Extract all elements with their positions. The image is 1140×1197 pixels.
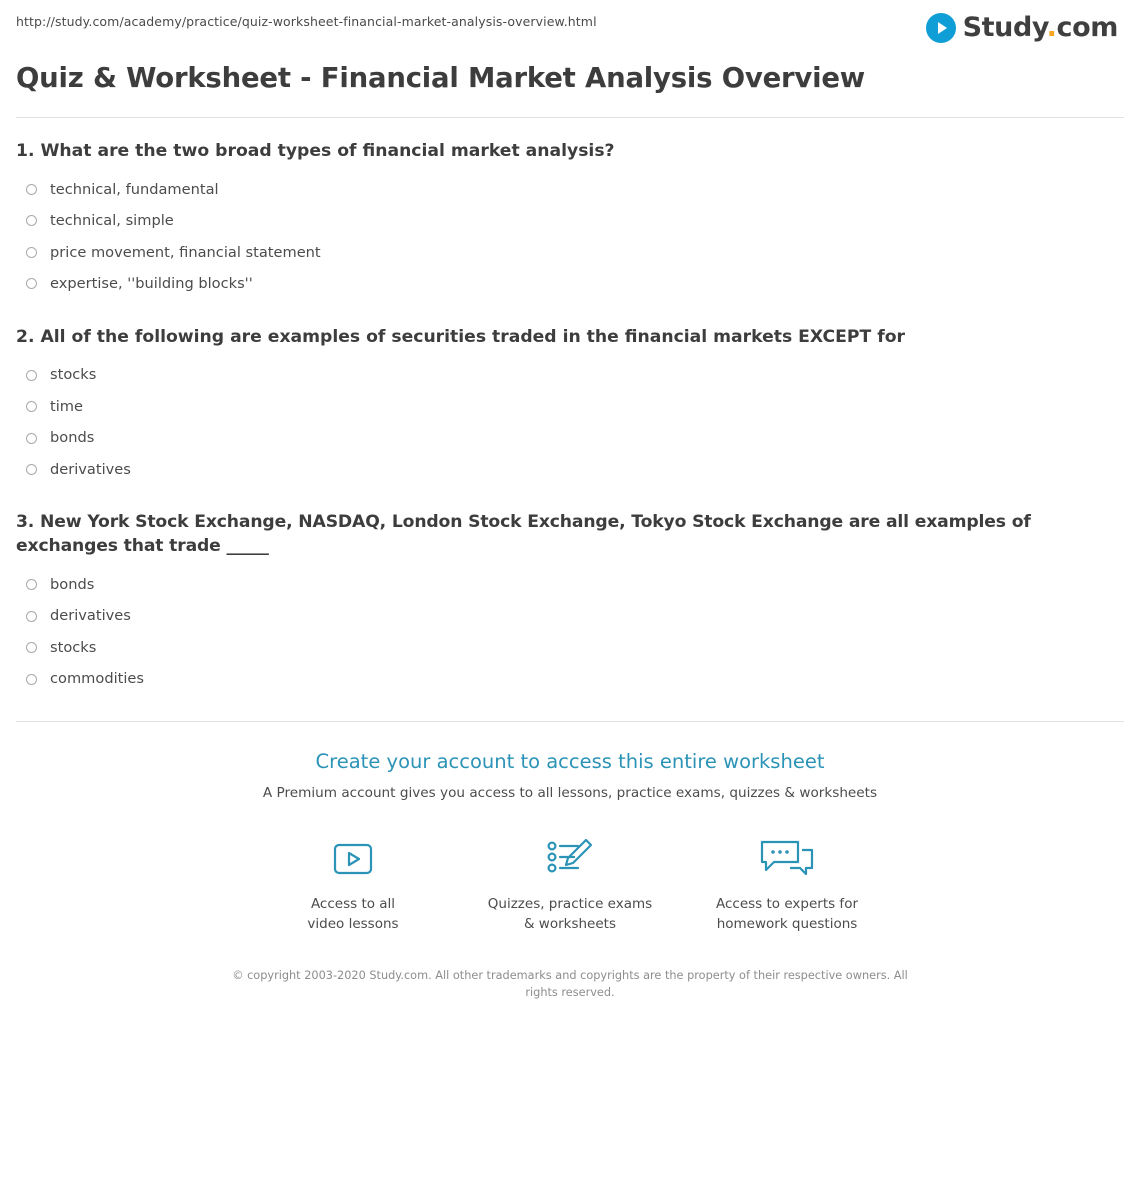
- quiz-list-pencil-icon: [462, 831, 679, 887]
- logo-dot: .: [1046, 12, 1057, 43]
- choice-option[interactable]: [14, 237, 1126, 269]
- promo-features: [14, 831, 1126, 934]
- feature-line1: Access to all: [310, 895, 396, 912]
- logo-name: Study: [962, 12, 1047, 43]
- promo-title[interactable]: Create your account to access this entire worksheet: [315, 749, 825, 773]
- play-circle-icon: [926, 13, 956, 43]
- radio-icon[interactable]: [26, 579, 37, 590]
- choice-option[interactable]: [14, 632, 1126, 664]
- question-1-text: 1. What are the two broad types of financial market analysis?: [16, 141, 615, 161]
- promo-section: [14, 722, 1126, 1002]
- choice-option[interactable]: [14, 569, 1126, 601]
- chat-bubbles-icon: [679, 831, 896, 887]
- choice-label: stocks: [50, 366, 97, 384]
- feature-quizzes: [462, 831, 679, 934]
- question-3-choices: [14, 569, 1126, 695]
- question-2: [14, 326, 1126, 486]
- choice-label: time: [50, 397, 83, 415]
- promo-subtitle: A Premium account gives you access to all lessons, practice exams, quizzes & worksheets: [262, 784, 878, 801]
- questions-list: [14, 118, 1126, 695]
- question-2-choices: [14, 359, 1126, 485]
- radio-icon[interactable]: [26, 464, 37, 475]
- choice-label: technical, fundamental: [50, 180, 219, 198]
- choice-label: price movement, financial statement: [50, 243, 321, 261]
- choice-label: bonds: [50, 575, 95, 593]
- choice-label: derivatives: [50, 460, 131, 478]
- radio-icon[interactable]: [26, 370, 37, 381]
- choice-label: expertise, ''building blocks'': [50, 275, 253, 293]
- choice-option[interactable]: [14, 359, 1126, 391]
- choice-option[interactable]: [14, 268, 1126, 300]
- radio-icon[interactable]: [26, 674, 37, 685]
- choice-label: derivatives: [50, 607, 131, 625]
- feature-line2: video lessons: [307, 915, 399, 932]
- feature-line1: Quizzes, practice exams: [487, 895, 653, 912]
- logo-tld: com: [1056, 12, 1118, 43]
- feature-label: [462, 895, 679, 934]
- choice-option[interactable]: [14, 454, 1126, 486]
- choice-option[interactable]: [14, 174, 1126, 206]
- choice-label: bonds: [50, 429, 95, 447]
- radio-icon[interactable]: [26, 278, 37, 289]
- video-play-icon: [245, 831, 462, 887]
- choice-option[interactable]: [14, 205, 1126, 237]
- page-title: Quiz & Worksheet - Financial Market Analysis Overview: [16, 62, 866, 94]
- feature-video-lessons: [245, 831, 462, 934]
- choice-option[interactable]: [14, 422, 1126, 454]
- copyright-notice: © copyright 2003-2020 Study.com. All other trademarks and copyrights are the property of their respective owners. All rights reserved.: [232, 969, 908, 999]
- radio-icon[interactable]: [26, 611, 37, 622]
- feature-line1: Access to experts for: [715, 895, 858, 912]
- choice-option[interactable]: [14, 391, 1126, 423]
- question-3-text: 3. New York Stock Exchange, NASDAQ, London Stock Exchange, Tokyo Stock Exchange are all examples of exchanges that trade _____: [16, 512, 1031, 557]
- radio-icon[interactable]: [26, 433, 37, 444]
- radio-icon[interactable]: [26, 247, 37, 258]
- page-url: http://study.com/academy/practice/quiz-worksheet-financial-market-analysis-overview.html: [16, 14, 597, 29]
- question-1-choices: [14, 174, 1126, 300]
- choice-option[interactable]: [14, 600, 1126, 632]
- radio-icon[interactable]: [26, 184, 37, 195]
- choice-label: stocks: [50, 638, 97, 656]
- study-com-logo[interactable]: [926, 12, 1124, 43]
- page-header: [14, 0, 1126, 52]
- feature-line2: homework questions: [716, 915, 858, 932]
- question-3: [14, 511, 1126, 694]
- logo-text: [963, 12, 1118, 43]
- feature-line2: & worksheets: [523, 915, 616, 932]
- choice-label: commodities: [50, 670, 144, 688]
- radio-icon[interactable]: [26, 642, 37, 653]
- radio-icon[interactable]: [26, 215, 37, 226]
- question-1: [14, 140, 1126, 300]
- choice-option[interactable]: [14, 663, 1126, 695]
- feature-experts: [679, 831, 896, 934]
- choice-label: technical, simple: [50, 212, 174, 230]
- feature-label: [245, 895, 462, 934]
- feature-label: [679, 895, 896, 934]
- question-2-text: 2. All of the following are examples of securities traded in the financial markets EXCEPT for: [16, 326, 905, 347]
- radio-icon[interactable]: [26, 401, 37, 412]
